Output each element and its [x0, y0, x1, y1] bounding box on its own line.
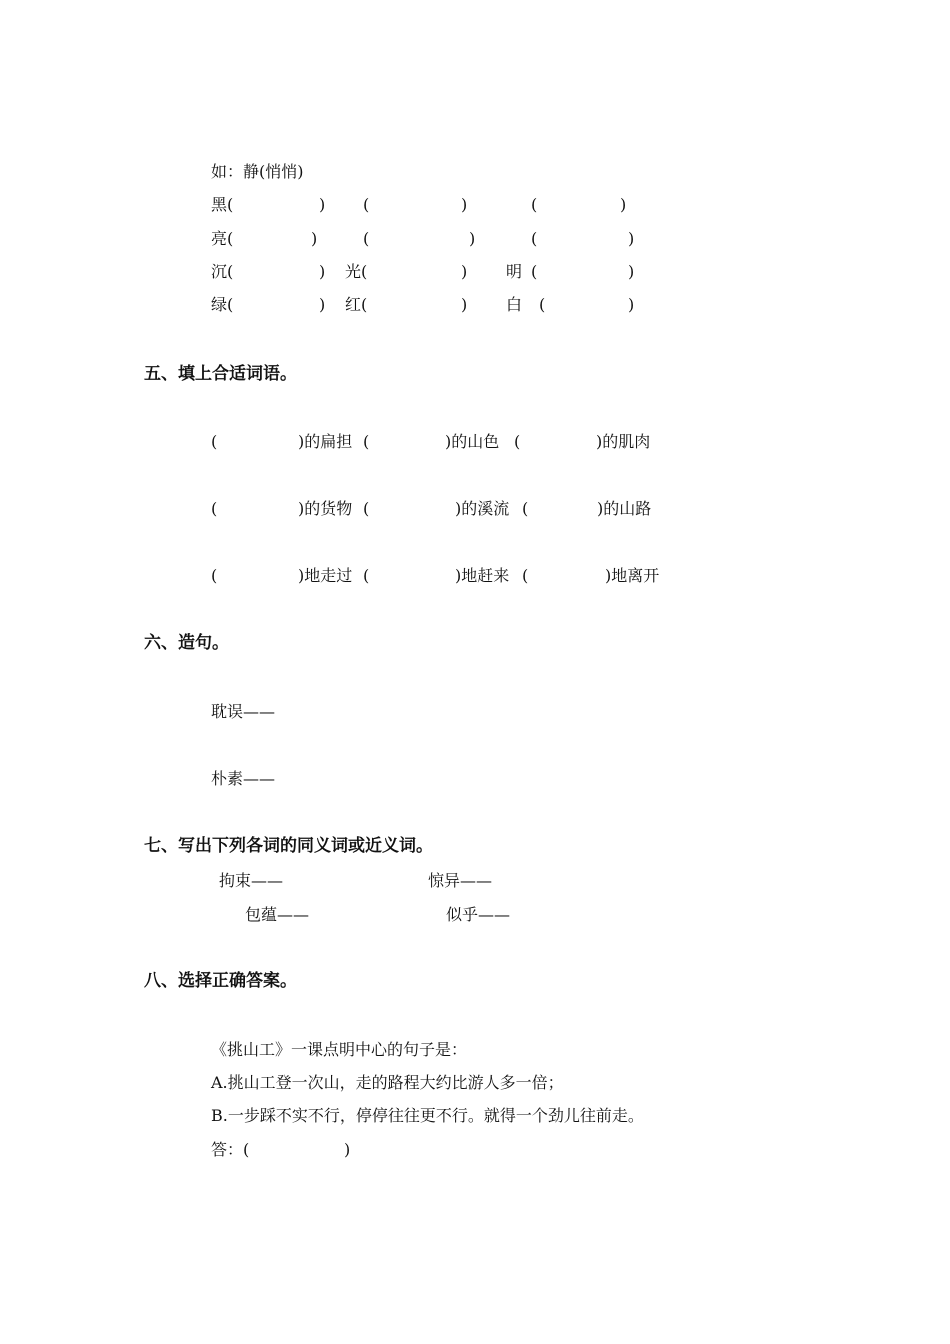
section-heading: 八、选择正确答案。: [144, 971, 297, 991]
phrase: )的溪流: [455, 499, 510, 518]
answer-label: 答：(: [211, 1140, 250, 1159]
row-word: 光(: [345, 262, 368, 281]
bracket-open: (: [514, 432, 521, 451]
section-heading: 六、造句。: [144, 633, 229, 653]
bracket-open: (: [363, 195, 370, 214]
bracket-close: ): [319, 262, 326, 281]
bracket-close: ): [628, 229, 635, 248]
bracket-open: (: [211, 566, 218, 585]
phrase: )地赶来: [455, 566, 510, 585]
option-b: B.一步踩不实不行，停停往往更不行。就得一个劲儿往前走。: [211, 1106, 644, 1125]
bracket-open: (: [539, 295, 546, 314]
phrase: )地走过: [298, 566, 353, 585]
phrase: )地离开: [605, 566, 660, 585]
sentence-word: 朴素——: [211, 769, 276, 788]
synonym-word: 似乎——: [446, 905, 511, 924]
bracket-open: (: [531, 195, 538, 214]
sentence-word: 耽误——: [211, 702, 276, 721]
bracket-open: (: [522, 499, 529, 518]
bracket-open: (: [211, 432, 218, 451]
row-word: 白: [506, 295, 523, 314]
row-word: 红(: [345, 295, 368, 314]
bracket-close: ): [461, 295, 468, 314]
phrase: )的山色: [445, 432, 500, 451]
bracket-open: (: [531, 262, 538, 281]
bracket-close: ): [628, 295, 635, 314]
synonym-word: 包蕴——: [245, 905, 310, 924]
bracket-open: (: [363, 499, 370, 518]
row-word: 黑(: [211, 195, 234, 214]
row-word: 亮(: [211, 229, 234, 248]
bracket-open: (: [522, 566, 529, 585]
phrase: )的肌肉: [596, 432, 651, 451]
bracket-open: (: [211, 499, 218, 518]
option-a: A.挑山工登一次山，走的路程大约比游人多一倍；: [211, 1073, 564, 1092]
bracket-close: ): [620, 195, 627, 214]
synonym-word: 拘束——: [219, 871, 284, 890]
section-heading: 五、填上合适词语。: [144, 364, 297, 384]
bracket-close: ): [344, 1140, 351, 1159]
synonym-word: 惊异——: [428, 871, 493, 890]
phrase: )的货物: [298, 499, 353, 518]
bracket-open: (: [363, 432, 370, 451]
row-word: 明: [506, 262, 523, 281]
bracket-open: (: [363, 229, 370, 248]
bracket-open: (: [363, 566, 370, 585]
row-word: 沉(: [211, 262, 234, 281]
bracket-close: ): [628, 262, 635, 281]
bracket-open: (: [531, 229, 538, 248]
bracket-close: ): [469, 229, 476, 248]
phrase: )的山路: [597, 499, 652, 518]
bracket-close: ): [319, 195, 326, 214]
bracket-close: ): [311, 229, 318, 248]
bracket-close: ): [461, 195, 468, 214]
section-heading: 七、写出下列各词的同义词或近义词。: [144, 836, 433, 856]
bracket-close: ): [461, 262, 468, 281]
bracket-close: ): [319, 295, 326, 314]
example-line: 如：静(悄悄): [211, 162, 304, 181]
phrase: )的扁担: [298, 432, 353, 451]
question-text: 《挑山工》一课点明中心的句子是：: [211, 1040, 468, 1059]
row-word: 绿(: [211, 295, 234, 314]
